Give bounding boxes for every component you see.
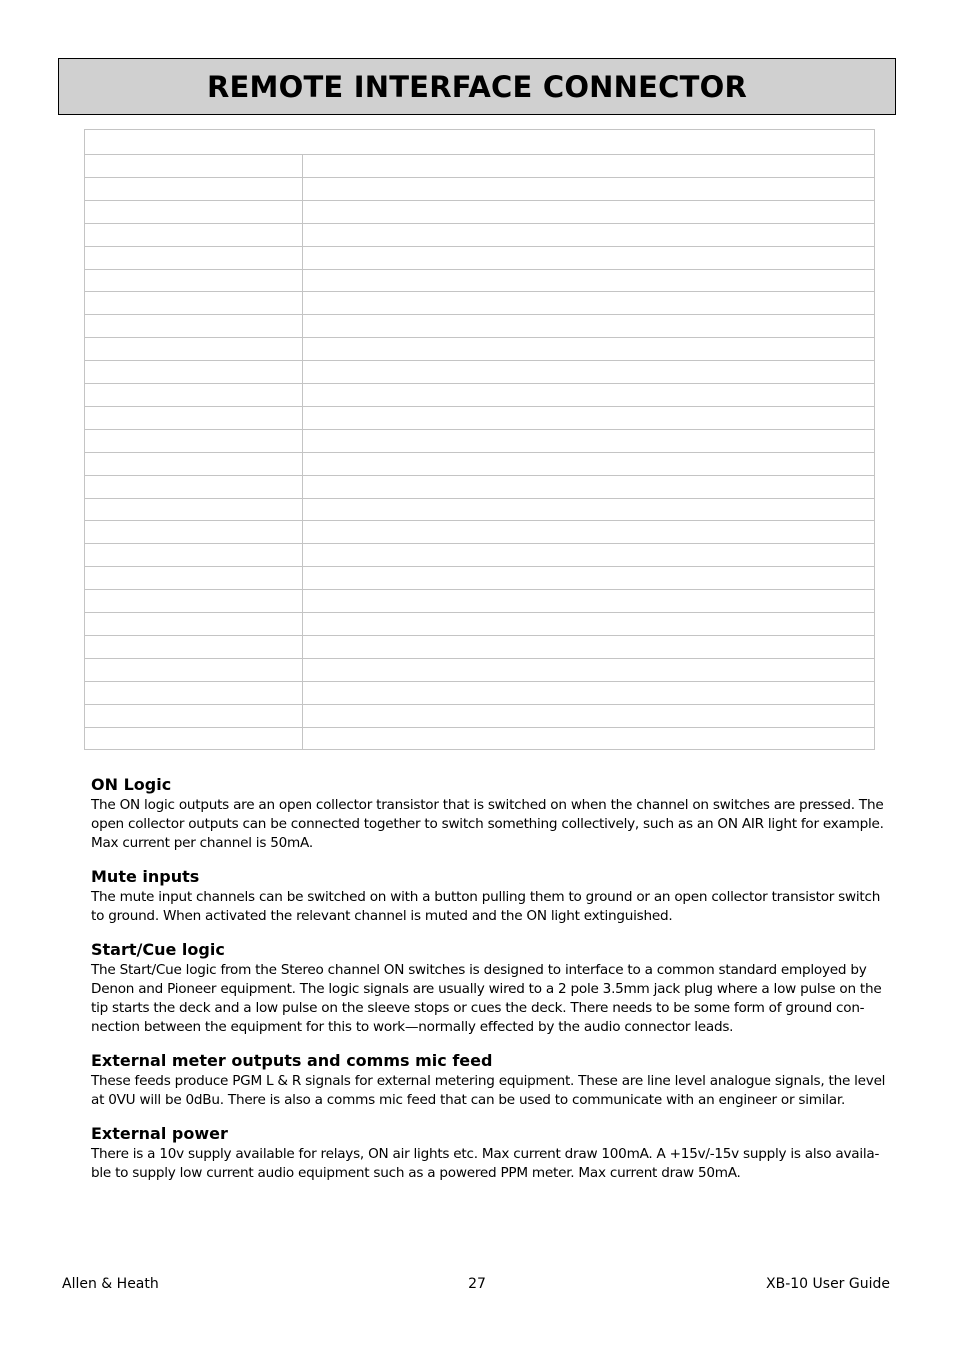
table-row bbox=[85, 635, 874, 636]
table-row bbox=[85, 246, 874, 247]
table-row bbox=[85, 360, 874, 361]
section-external-power bbox=[91, 1123, 891, 1183]
table-row bbox=[85, 612, 874, 613]
table-row bbox=[85, 337, 874, 338]
table-row bbox=[85, 681, 874, 682]
table-row bbox=[85, 452, 874, 453]
page-title: REMOTE INTERFACE CONNECTOR bbox=[207, 69, 747, 104]
table-row bbox=[85, 429, 874, 430]
section-external-meter-outputs bbox=[91, 1050, 891, 1110]
table-row bbox=[85, 520, 874, 521]
section-text: These feeds produce PGM L & R signals for external metering equipment. These are line level analogue signals, the level at 0VU will be 0dBu. There is also a comms mic feed that can be used to communicate with an engineer or similar. bbox=[91, 1073, 886, 1108]
table-row bbox=[85, 200, 874, 201]
table-row bbox=[85, 291, 874, 292]
section-mute-inputs bbox=[91, 866, 891, 926]
section-heading: Start/Cue logic bbox=[91, 940, 225, 959]
table-row bbox=[85, 498, 874, 499]
table-header-row bbox=[85, 130, 874, 155]
section-heading: ON Logic bbox=[91, 775, 172, 794]
section-start-cue-logic bbox=[91, 939, 891, 1037]
table-row bbox=[85, 383, 874, 384]
table-row bbox=[85, 475, 874, 476]
section-heading: External power bbox=[91, 1124, 228, 1143]
table-row bbox=[85, 658, 874, 659]
footer-page-number: 27 bbox=[468, 1276, 486, 1292]
section-text: The mute input channels can be switched on with a button pulling them to ground or an open collector transistor switch to ground. When activated the relevant channel is muted and the ON light extinguished. bbox=[91, 889, 881, 924]
title-banner bbox=[58, 58, 896, 115]
footer-publisher: Allen & Heath bbox=[62, 1276, 159, 1292]
table-row bbox=[85, 704, 874, 705]
table-row bbox=[85, 406, 874, 407]
table-row bbox=[85, 589, 874, 590]
section-heading: Mute inputs bbox=[91, 867, 200, 886]
section-text: There is a 10v supply available for relays, ON air lights etc. Max current draw 100mA. A +15v/-15v supply is also availa-ble to supply low current audio equipment such as a powered PPM meter. Max current draw 50mA. bbox=[91, 1146, 880, 1181]
table-row bbox=[85, 543, 874, 544]
table-row bbox=[85, 314, 874, 315]
table-row bbox=[85, 223, 874, 224]
section-text: The ON logic outputs are an open collector transistor that is switched on when the channel on switches are pressed. The open collector outputs can be connected together to switch something collectively, such as an ON AIR light for example. Max current per channel is 50mA. bbox=[91, 797, 884, 851]
section-on-logic bbox=[91, 774, 891, 853]
pinout-table bbox=[84, 129, 875, 750]
table-row bbox=[85, 727, 874, 728]
section-text: The Start/Cue logic from the Stereo channel ON switches is designed to interface to a common standard employed by Denon and Pioneer equipment. The logic signals are usually wired to a 2 pole 3.5mm jack plug where a low pulse on the tip starts the deck and a low pulse on the sleeve stops or cues the deck. There needs to be some form of ground con-nection between the equipment for this to work—normally effected by the audio connector leads. bbox=[91, 962, 882, 1035]
section-heading: External meter outputs and comms mic feed bbox=[91, 1051, 493, 1070]
table-row bbox=[85, 269, 874, 270]
table-row bbox=[85, 177, 874, 178]
table-row bbox=[85, 566, 874, 567]
footer-document-title: XB-10 User Guide bbox=[766, 1276, 890, 1292]
content-body bbox=[91, 774, 891, 1196]
